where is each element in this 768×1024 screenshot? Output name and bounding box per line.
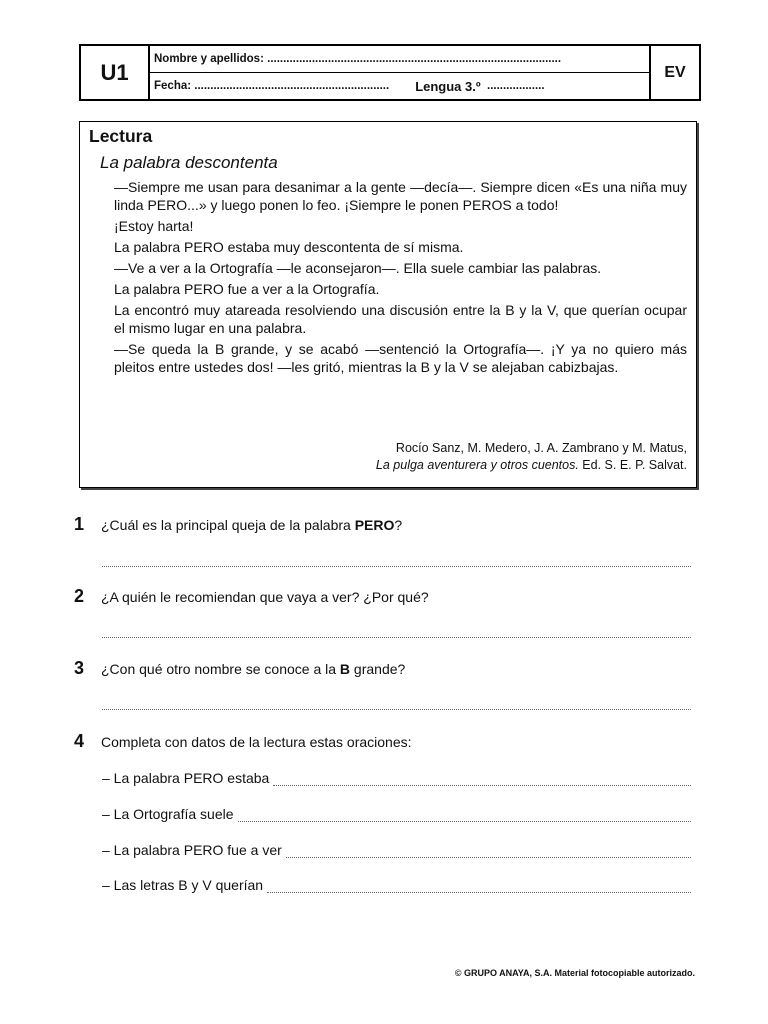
- question-text-part: grande?: [350, 661, 406, 677]
- question-text-part: Completa con datos de la lectura estas oraciones:: [101, 734, 412, 750]
- story-paragraph: La palabra PERO fue a ver a la Ortografía.: [114, 281, 380, 297]
- question-number: 4: [74, 731, 85, 751]
- question-text: [101, 589, 429, 605]
- question-text-part: ¿Cuál es la principal queja de la palabra: [101, 517, 355, 533]
- question-text-part: ¿A quién le recomiendan que vaya a ver? ¿Por qué?: [101, 589, 429, 605]
- story-text: [114, 178, 687, 379]
- reading-box: [79, 121, 697, 488]
- copyright-footer: © GRUPO ANAYA, S.A. Material fotocopiable autorizado.: [454, 968, 695, 978]
- completion-line[interactable]: [267, 880, 691, 893]
- question-text: [101, 734, 412, 750]
- story-paragraph: La encontró muy atareada resolviendo una discusión entre la B y la V, que querían ocupar el mismo lugar en una palabra.: [114, 302, 687, 336]
- evaluation-code: EV: [664, 63, 686, 81]
- question-text-bold: PERO: [354, 517, 395, 533]
- subject-label: Lengua 3.º: [415, 78, 481, 94]
- completion-item-4[interactable]: [102, 877, 691, 893]
- completion-line[interactable]: [286, 845, 691, 858]
- question-number: 2: [74, 586, 85, 606]
- completion-line[interactable]: [238, 809, 691, 822]
- completion-prompt: – La palabra PERO estaba: [102, 770, 270, 786]
- subject-dots: ..................: [487, 80, 545, 92]
- date-field[interactable]: [150, 72, 649, 99]
- date-dots: .............................................................: [194, 80, 390, 92]
- question-text: [101, 517, 402, 533]
- credit-authors: Rocío Sanz, M. Medero, J. A. Zambrano y M. Matus,: [395, 441, 687, 455]
- credit-source: [376, 457, 687, 474]
- question-text-bold: B: [339, 661, 351, 677]
- credit-book: La pulga aventurera y otros cuentos.: [375, 458, 579, 472]
- question-number: 3: [74, 658, 85, 678]
- completion-prompt: – La Ortografía suele: [102, 806, 234, 822]
- completion-prompt: – Las letras B y V querían: [102, 877, 264, 893]
- question-text-part: ?: [394, 517, 403, 533]
- completion-prompt: – La palabra PERO fue a ver: [102, 842, 282, 858]
- name-dots: ............................................................................................: [267, 53, 562, 65]
- question-text-part: ¿Con qué otro nombre se conoce a la: [101, 661, 340, 677]
- answer-line-3[interactable]: [102, 709, 691, 710]
- completion-item-3[interactable]: [102, 842, 691, 858]
- answer-line-1[interactable]: [102, 566, 691, 567]
- completion-item-1[interactable]: [102, 770, 691, 786]
- story-paragraph: ¡Estoy harta!: [114, 218, 194, 234]
- student-fields: [150, 46, 651, 99]
- question-text: [101, 661, 405, 677]
- name-field[interactable]: [150, 46, 649, 72]
- story-title: La palabra descontenta: [100, 153, 278, 172]
- story-paragraph: —Se queda la B grande, y se acabó —sentenció la Ortografía—. ¡Y ya no quiero más pleitos entre ustedes dos! —les gritó, mientras la B y la V se alejaban cabizbajas.: [114, 341, 687, 375]
- completion-line[interactable]: [273, 773, 691, 786]
- story-paragraph: La palabra PERO estaba muy descontenta de sí misma.: [114, 239, 464, 255]
- story-credit: [376, 440, 687, 474]
- date-label: Fecha:: [154, 80, 192, 92]
- answer-line-2[interactable]: [102, 637, 691, 638]
- name-label: Nombre y apellidos:: [154, 53, 264, 65]
- completion-item-2[interactable]: [102, 806, 691, 822]
- credit-publisher: Ed. S. E. P. Salvat.: [578, 458, 687, 472]
- story-paragraph: —Siempre me usan para desanimar a la gente —decía—. Siempre dicen «Es una niña muy linda PERO...» y luego ponen lo feo. ¡Siempre le ponen PEROS a todo!: [114, 179, 687, 213]
- question-number: 1: [74, 514, 85, 534]
- story-paragraph: —Ve a ver a la Ortografía —le aconsejaron—. Ella suele cambiar las palabras.: [114, 260, 602, 276]
- header-table: [79, 44, 701, 101]
- unit-label: U1: [81, 46, 150, 99]
- reading-title: Lectura: [89, 126, 153, 146]
